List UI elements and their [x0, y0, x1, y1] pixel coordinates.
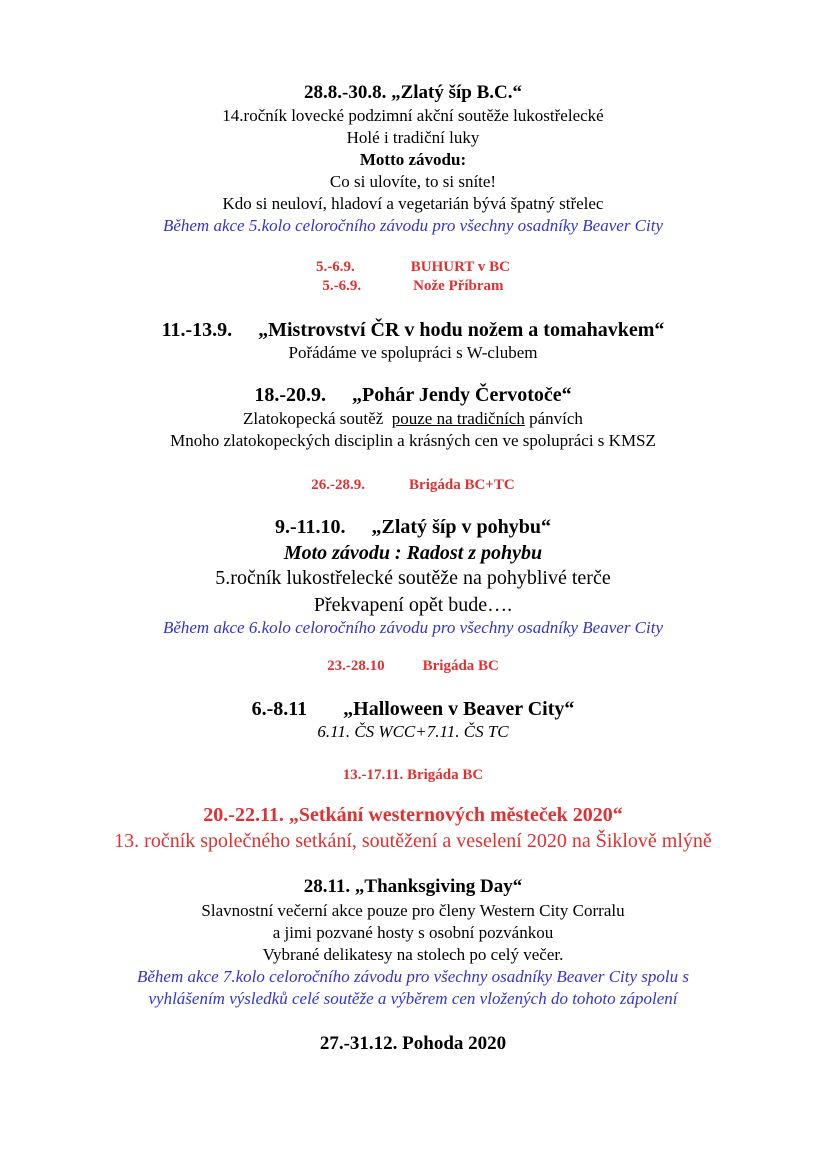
event-description: Mnoho zlatokopeckých disciplin a krásných cen ve spolupráci s KMSZ	[170, 431, 656, 450]
event-date: 27.-31.12.	[319, 1033, 398, 1054]
event-date: 28.11.	[303, 876, 351, 897]
event-title: „Pohár Jendy Červotoče“	[352, 384, 572, 406]
event-heading-thanksgiving	[40, 877, 786, 898]
event-title: „Zlatý šíp B.C.“	[391, 82, 522, 103]
event-heading-mistrovstvi	[40, 319, 786, 341]
competition-note: Během akce 5.kolo celoročního závodu pro všechny osadníky Beaver City	[162, 216, 664, 235]
event-date: 20.-22.11.	[203, 804, 284, 826]
event-description: 5.ročník lukostřelecké soutěže na pohyblivé terče	[215, 567, 611, 589]
description-part: pánvích	[524, 409, 583, 428]
event-date: 28.8.-30.8.	[304, 82, 387, 103]
event-title: BUHURT v BC	[410, 259, 510, 275]
event-date: 26.-28.9.	[311, 477, 366, 493]
event-description: 14.ročník lovecké podzimní akční soutěže lukostřelecké	[222, 106, 604, 125]
event-title: „Halloween v Beaver City“	[343, 698, 575, 720]
competition-note: Během akce 6.kolo celoročního závodu pro všechny osadníky Beaver City	[162, 618, 664, 637]
event-heading-setkani	[40, 804, 786, 826]
event-heading-zlaty-sip	[40, 83, 786, 104]
underlined-text: pouze na tradičních	[391, 409, 525, 428]
event-description: Slavnostní večerní akce pouze pro členy Western City Corralu	[201, 901, 625, 920]
event-date: 13.-17.11.	[342, 767, 404, 783]
event-description	[40, 410, 786, 429]
event-description: a jimi pozvané hosty s osobní pozvánkou	[272, 923, 554, 942]
motto-label: Motto závodu:	[359, 150, 467, 169]
event-heading-buhurt	[40, 259, 786, 276]
event-date: 6.-8.11	[251, 698, 308, 720]
event-title: Brigáda BC	[422, 658, 499, 674]
motto-text: Co si ulovíte, to si sníte!	[329, 172, 497, 191]
event-description: 13. ročník společného setkání, soutěžení a veselení 2020 na Šiklově mlýně	[114, 830, 712, 852]
event-title: Nože Příbram	[413, 278, 504, 294]
event-heading-brigada	[40, 477, 786, 494]
event-date: 11.-13.9.	[161, 319, 233, 341]
event-heading-pohar	[40, 384, 786, 406]
event-title: Brigáda BC	[406, 767, 484, 783]
event-title: „Setkání westernových městeček 2020“	[288, 804, 623, 826]
event-title: Brigáda BC+TC	[409, 477, 515, 493]
event-heading-zlaty-sip-pohyb	[40, 516, 786, 538]
event-description: Vybrané delikatesy na stolech po celý večer.	[262, 945, 564, 964]
event-date: 23.-28.10	[327, 658, 385, 674]
event-date: 5.-6.9.	[322, 278, 362, 294]
motto-text: Moto závodu : Radost z pohybu	[283, 542, 543, 564]
competition-note: vyhlášením výsledků celé soutěže a výběrem cen vložených do tohoto zápolení	[148, 989, 678, 1008]
event-date: 5.-6.9.	[316, 259, 355, 275]
event-heading-pohoda	[40, 1034, 786, 1055]
event-title: Pohoda 2020	[402, 1033, 507, 1054]
motto-text: Kdo si neuloví, hladoví a vegetarián bývá špatný střelec	[222, 194, 604, 213]
event-description: 6.11. ČS WCC+7.11. ČS TC	[317, 722, 509, 741]
event-title: „Thanksgiving Day“	[354, 876, 523, 897]
event-date: 9.-11.10.	[274, 516, 346, 538]
description-part: Zlatokopecká soutěž	[243, 409, 392, 428]
event-title: „Mistrovství ČR v hodu nožem a tomahavkem“	[258, 319, 665, 341]
event-title: „Zlatý šíp v pohybu“	[371, 516, 552, 538]
competition-note: Během akce 7.kolo celoročního závodu pro všechny osadníky Beaver City spolu s	[136, 967, 690, 986]
event-description: Holé i tradiční luky	[346, 128, 480, 147]
event-heading-noze	[40, 278, 786, 295]
event-heading-brigada	[40, 658, 786, 675]
event-heading-brigada	[40, 767, 786, 784]
event-heading-halloween	[40, 698, 786, 720]
event-date: 18.-20.9.	[254, 384, 327, 406]
event-description: Překvapení opět bude….	[313, 594, 513, 616]
event-description: Pořádáme ve spolupráci s W-clubem	[288, 343, 538, 362]
